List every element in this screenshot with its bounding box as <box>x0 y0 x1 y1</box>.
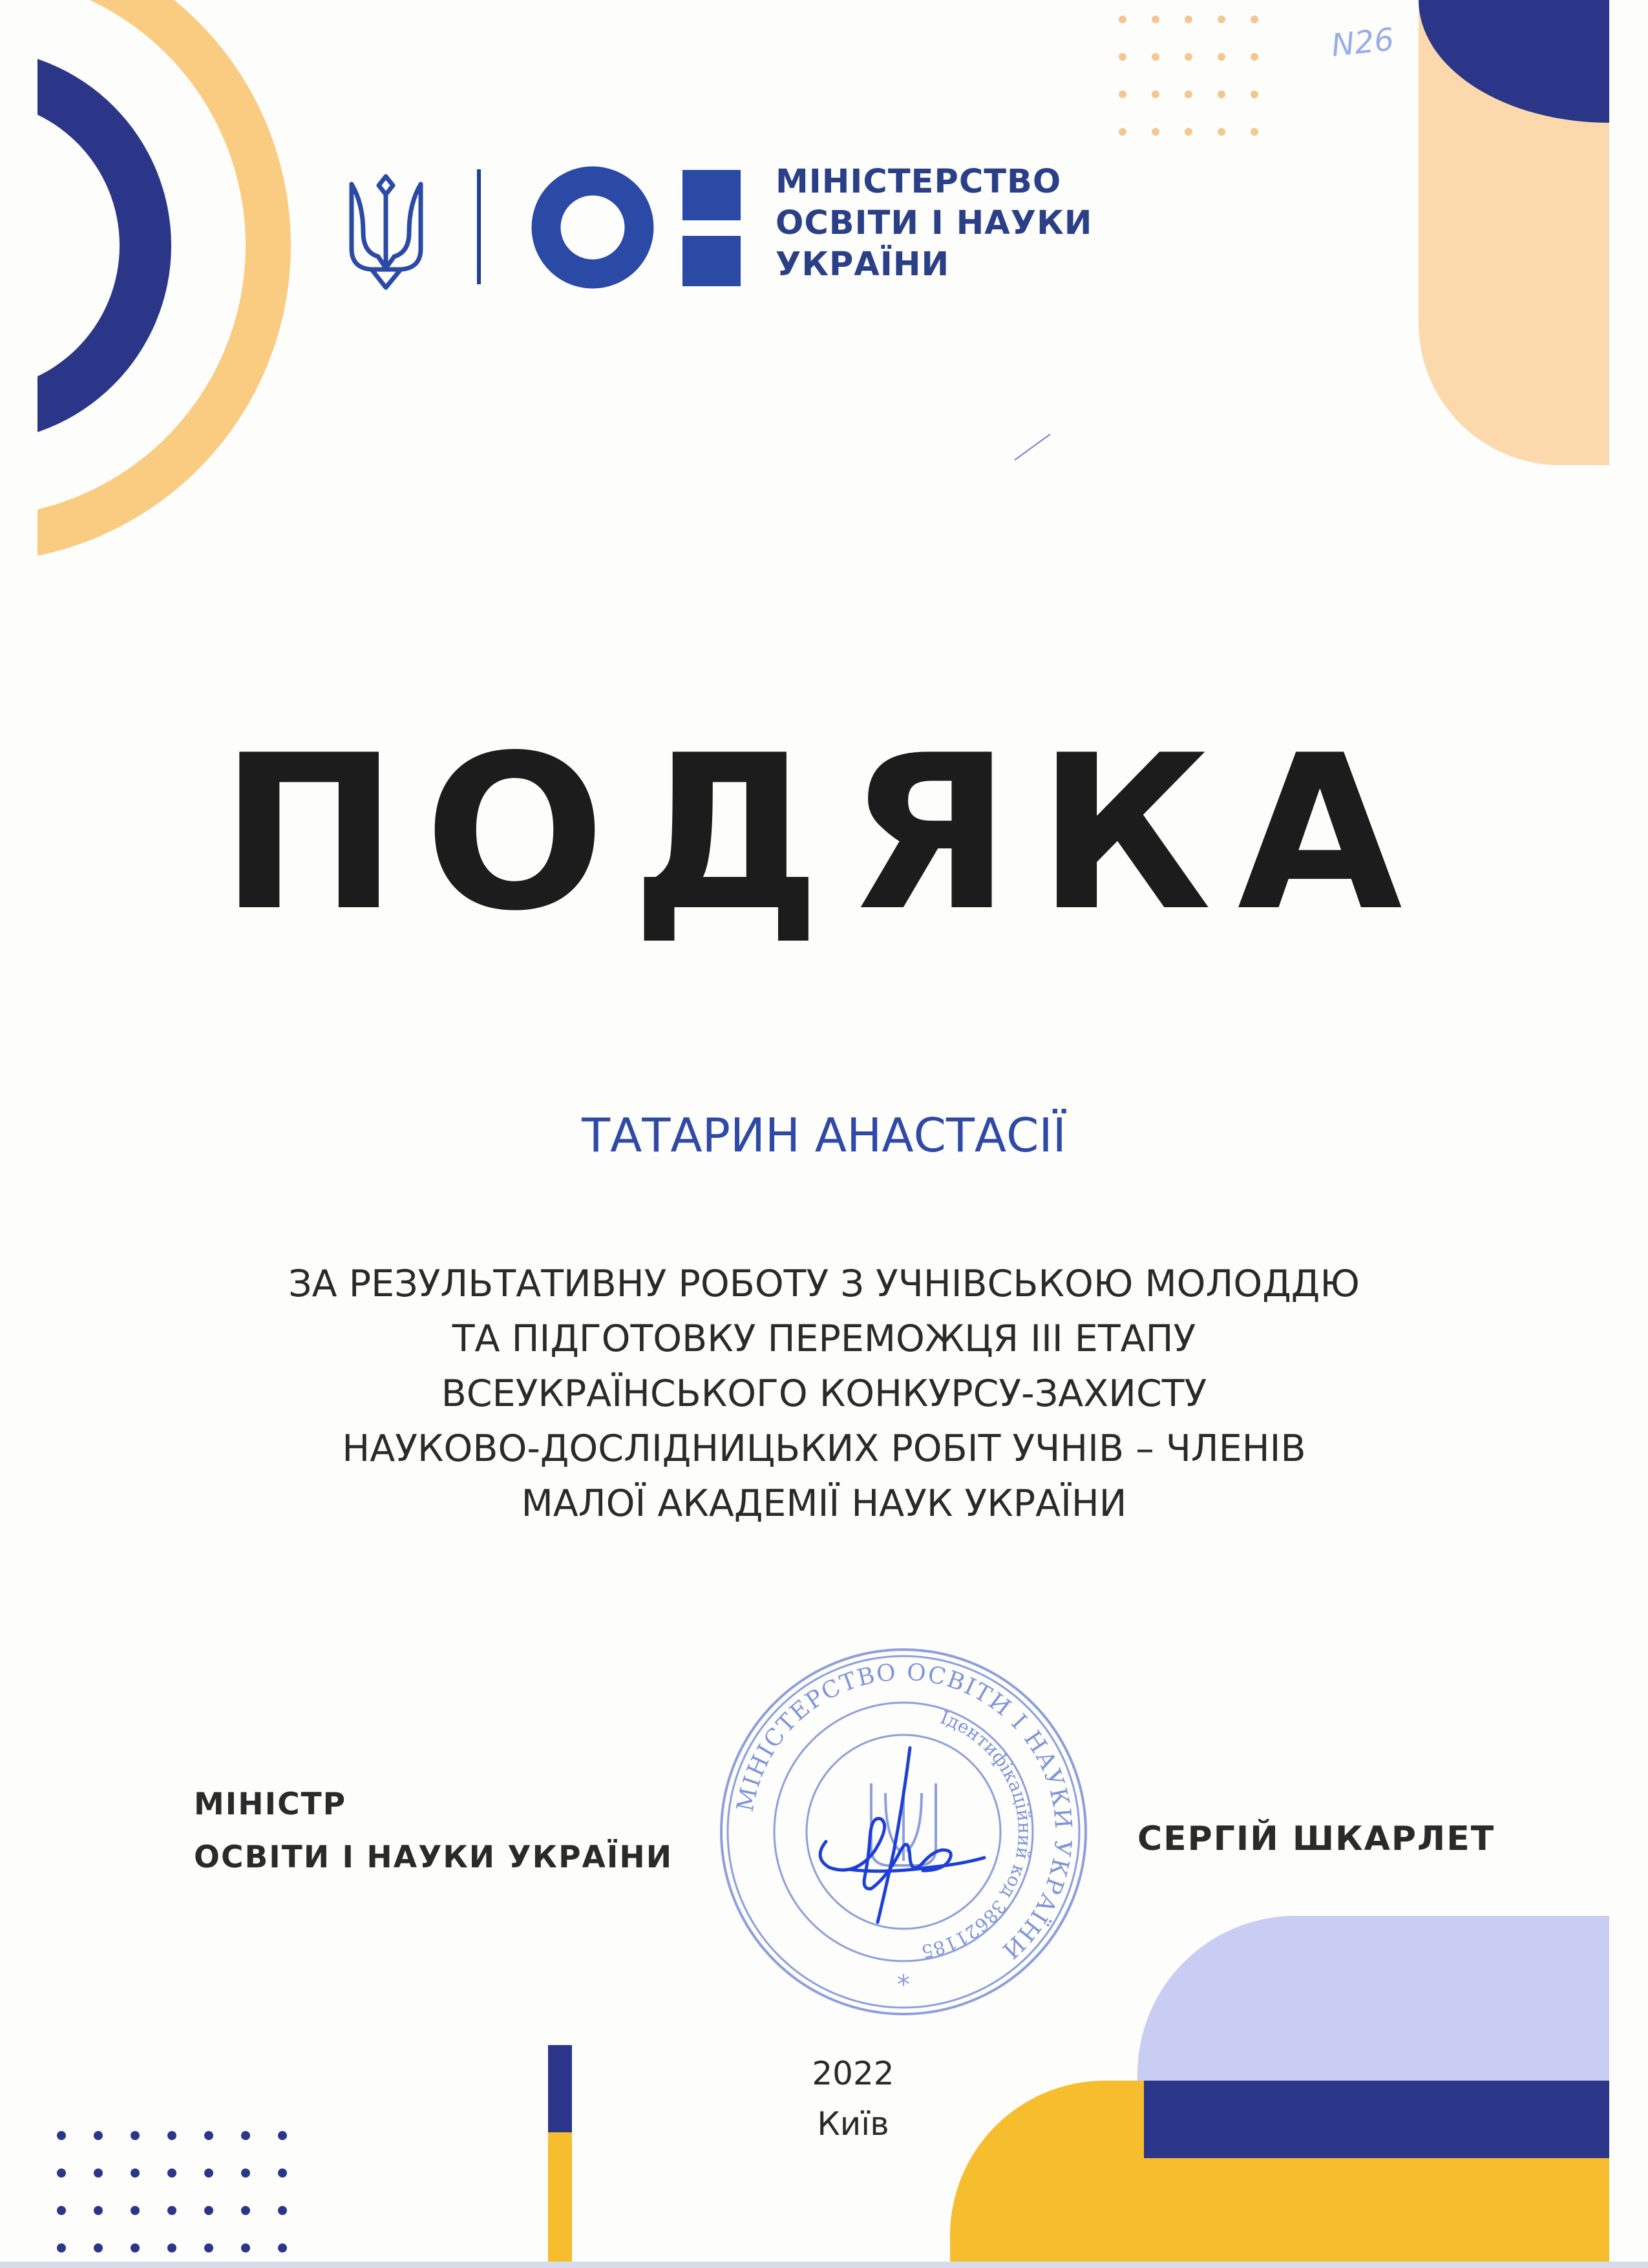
trident-icon <box>343 171 430 294</box>
ministry-logo-line: ОСВІТИ І НАУКИ <box>776 204 1093 242</box>
ministry-logo-text <box>776 162 1099 286</box>
bottom-vertical-bar-decoration <box>548 2045 572 2268</box>
issue-year: 2022 <box>812 2055 894 2092</box>
document-title: ПОДЯКА <box>220 709 1428 958</box>
handwritten-number-mark: N26 <box>1329 21 1396 64</box>
seal-inner-text: Ідентифікаційний код 38621185 <box>920 1706 1036 1962</box>
ministry-logo-line: УКРАЇНИ <box>776 246 950 284</box>
signer-name: СЕРГІЙ ШКАРЛЕТ <box>1137 1820 1495 1858</box>
award-reason-line: ТА ПІДГОТОВКУ ПЕРЕМОЖЦЯ ІІІ ЕТАПУ <box>452 1318 1196 1360</box>
ministry-logo-icon <box>530 165 743 291</box>
left-arcs-decoration <box>0 0 291 562</box>
award-reason-line: ВСЕУКРАЇНСЬКОГО КОНКУРСУ-ЗАХИСТУ <box>441 1372 1207 1415</box>
issue-city: Київ <box>817 2105 889 2143</box>
award-reason <box>0 1257 1648 1531</box>
top-right-shapes-decoration <box>1419 0 1648 478</box>
award-reason-line: НАУКОВО-ДОСЛІДНИЦЬКИХ РОБІТ УЧНІВ – ЧЛЕНІВ <box>342 1427 1306 1470</box>
signer-position-line: МІНІСТР <box>194 1787 347 1822</box>
svg-text:*: * <box>897 1970 910 2000</box>
signer-position <box>194 1778 673 1884</box>
signer-position-line: ОСВІТИ І НАУКИ УКРАЇНИ <box>194 1840 673 1875</box>
bottom-dot-grid-decoration <box>57 2131 287 2252</box>
award-reason-line: МАЛОЇ АКАДЕМІЇ НАУК УКРАЇНИ <box>521 1482 1127 1525</box>
recipient-name: ТАТАРИН АНАСТАСІЇ <box>582 1108 1066 1162</box>
logo-divider <box>477 169 481 284</box>
ministry-logo-line: МІНІСТЕРСТВО <box>776 163 1062 201</box>
official-seal <box>716 1644 1091 2019</box>
top-dot-grid-decoration <box>1119 16 1258 136</box>
seal-outer-text: МІНІСТЕРСТВО ОСВІТИ І НАУКИ УКРАЇНИ <box>732 1659 1077 1965</box>
award-reason-line: ЗА РЕЗУЛЬТАТИВНУ РОБОТУ З УЧНІВСЬКОЮ МОЛОДДЮ <box>288 1263 1360 1305</box>
